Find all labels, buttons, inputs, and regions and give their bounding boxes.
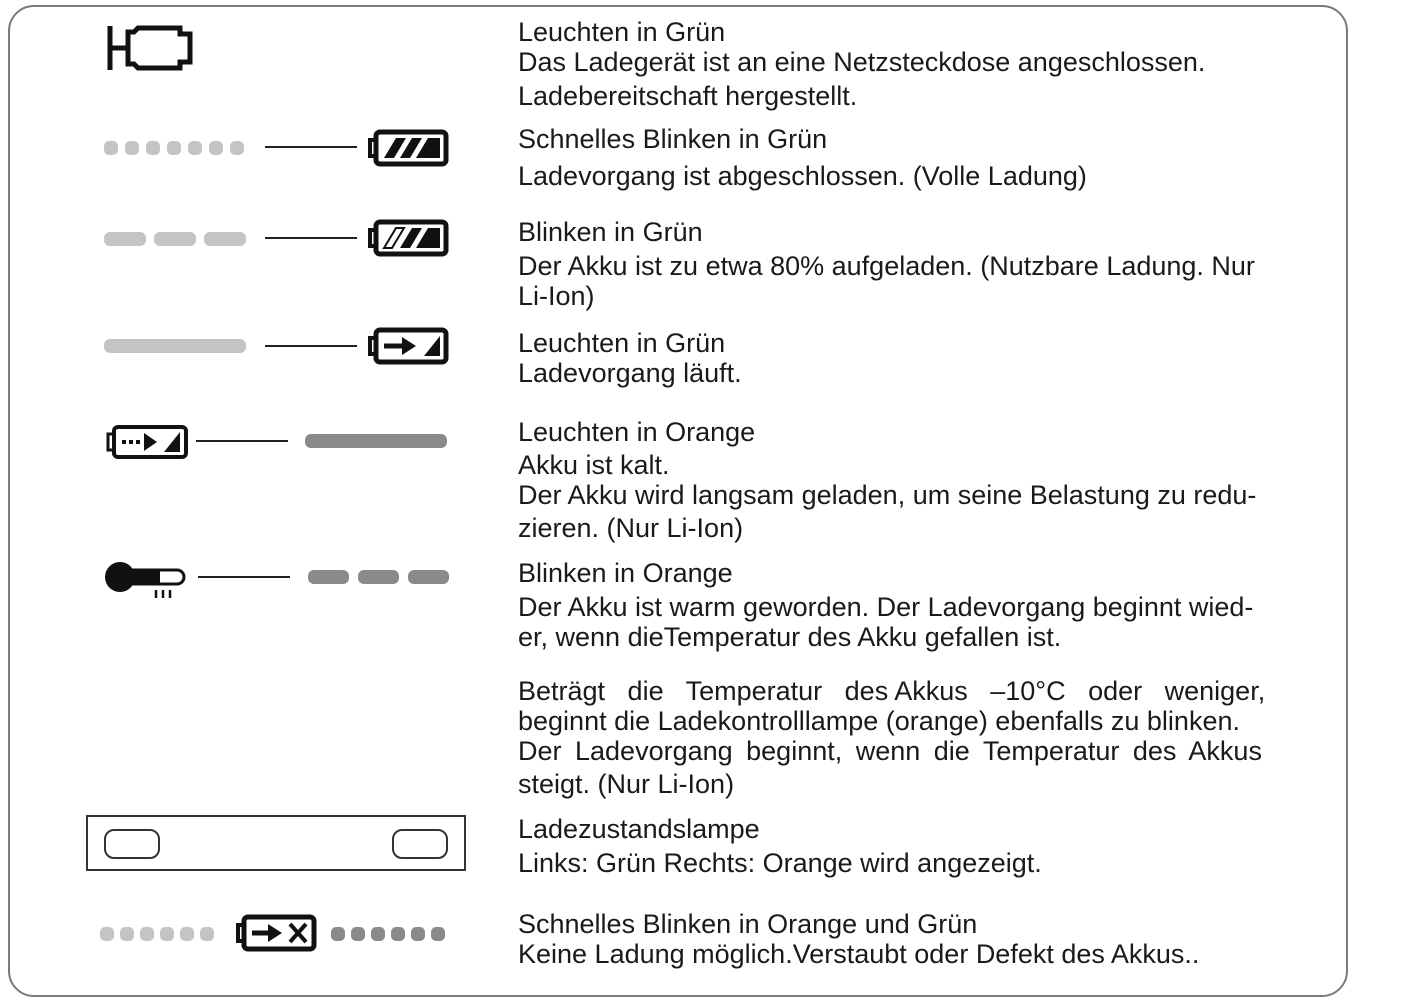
entry-desc: Der Ladevorgang beginnt, wenn die Temperatur des Akkus bbox=[518, 736, 1262, 766]
entry-desc: beginnt die Ladekontrolllampe (orange) ebenfalls zu blinken. bbox=[518, 706, 1240, 736]
blink-green-indicator bbox=[104, 231, 250, 252]
entry-desc: Ladevorgang ist abgeschlossen. (Volle Ladung) bbox=[518, 161, 1087, 191]
entry-lamp-text bbox=[518, 814, 1328, 878]
entry-desc: zieren. (Nur Li-Ion) bbox=[518, 513, 744, 543]
fast-blink-orange-indicator bbox=[331, 926, 455, 947]
orange-lamp bbox=[392, 829, 448, 859]
steady-orange-indicator bbox=[305, 434, 447, 448]
entry-desc: Der Akku ist zu etwa 80% aufgeladen. (Nutzbare Ladung. Nur bbox=[518, 251, 1255, 281]
entry-desc: er, wenn dieTemperatur des Akku gefallen ist. bbox=[518, 622, 1062, 652]
entry-desc: Der Akku ist warm geworden. Der Ladevorgang beginnt wied- bbox=[518, 592, 1254, 622]
entry-charging-text bbox=[518, 328, 1328, 388]
entry-title: Schnelles Blinken in Grün bbox=[518, 124, 828, 154]
connector-line bbox=[198, 576, 290, 578]
entry-title: Leuchten in Orange bbox=[518, 417, 756, 447]
entry-desc: Keine Ladung möglich.Verstaubt oder Defekt des Akkus.. bbox=[518, 939, 1200, 969]
plug-icon bbox=[106, 24, 196, 77]
entry-desc: Ladevorgang läuft. bbox=[518, 358, 742, 388]
battery-80-icon bbox=[366, 218, 450, 263]
entry-note-text bbox=[518, 676, 1423, 799]
entry-desc: Der Akku wird langsam geladen, um seine Belastung zu redu- bbox=[518, 480, 1257, 510]
battery-cold-icon bbox=[104, 422, 190, 467]
battery-error-icon bbox=[234, 913, 318, 958]
entry-title: Leuchten in Grün bbox=[518, 328, 726, 358]
entry-error-text bbox=[518, 909, 1328, 969]
entry-desc: Das Ladegerät ist an eine Netzsteckdose angeschlossen. bbox=[518, 47, 1206, 77]
entry-title: Schnelles Blinken in Orange und Grün bbox=[518, 909, 978, 939]
blink-orange-indicator bbox=[308, 569, 454, 590]
entry-desc: steigt. (Nur Li-Ion) bbox=[518, 769, 735, 799]
entry-title: Blinken in Orange bbox=[518, 558, 733, 588]
battery-full-icon bbox=[366, 128, 450, 173]
entry-80-text bbox=[518, 217, 1328, 311]
entry-full-text bbox=[518, 124, 1328, 191]
entry-title: Blinken in Grün bbox=[518, 217, 703, 247]
connector-line bbox=[196, 440, 288, 442]
entry-warm-text bbox=[518, 558, 1328, 652]
green-lamp bbox=[104, 829, 160, 859]
thermometer-icon bbox=[102, 560, 192, 605]
entry-desc: Li-Ion) bbox=[518, 281, 595, 311]
charge-lamp-panel bbox=[86, 815, 466, 871]
connector-line bbox=[265, 345, 357, 347]
entry-title: Leuchten in Grün bbox=[518, 17, 726, 47]
fast-blink-green-indicator bbox=[100, 926, 224, 947]
entry-title: Ladezustandslampe bbox=[518, 814, 760, 844]
entry-cold-text bbox=[518, 417, 1328, 543]
entry-plug-text bbox=[518, 17, 1328, 111]
steady-green-indicator bbox=[104, 339, 246, 353]
fast-blink-green-indicator bbox=[104, 140, 250, 161]
connector-line bbox=[265, 237, 357, 239]
connector-line bbox=[265, 146, 357, 148]
entry-desc: Beträgt die Temperatur des Akkus –10°C oder weniger, bbox=[518, 676, 1266, 706]
entry-desc: Akku ist kalt. bbox=[518, 450, 670, 480]
battery-charging-icon bbox=[366, 326, 450, 371]
entry-desc: Ladebereitschaft hergestellt. bbox=[518, 81, 858, 111]
entry-desc: Links: Grün Rechts: Orange wird angezeigt. bbox=[518, 848, 1042, 878]
